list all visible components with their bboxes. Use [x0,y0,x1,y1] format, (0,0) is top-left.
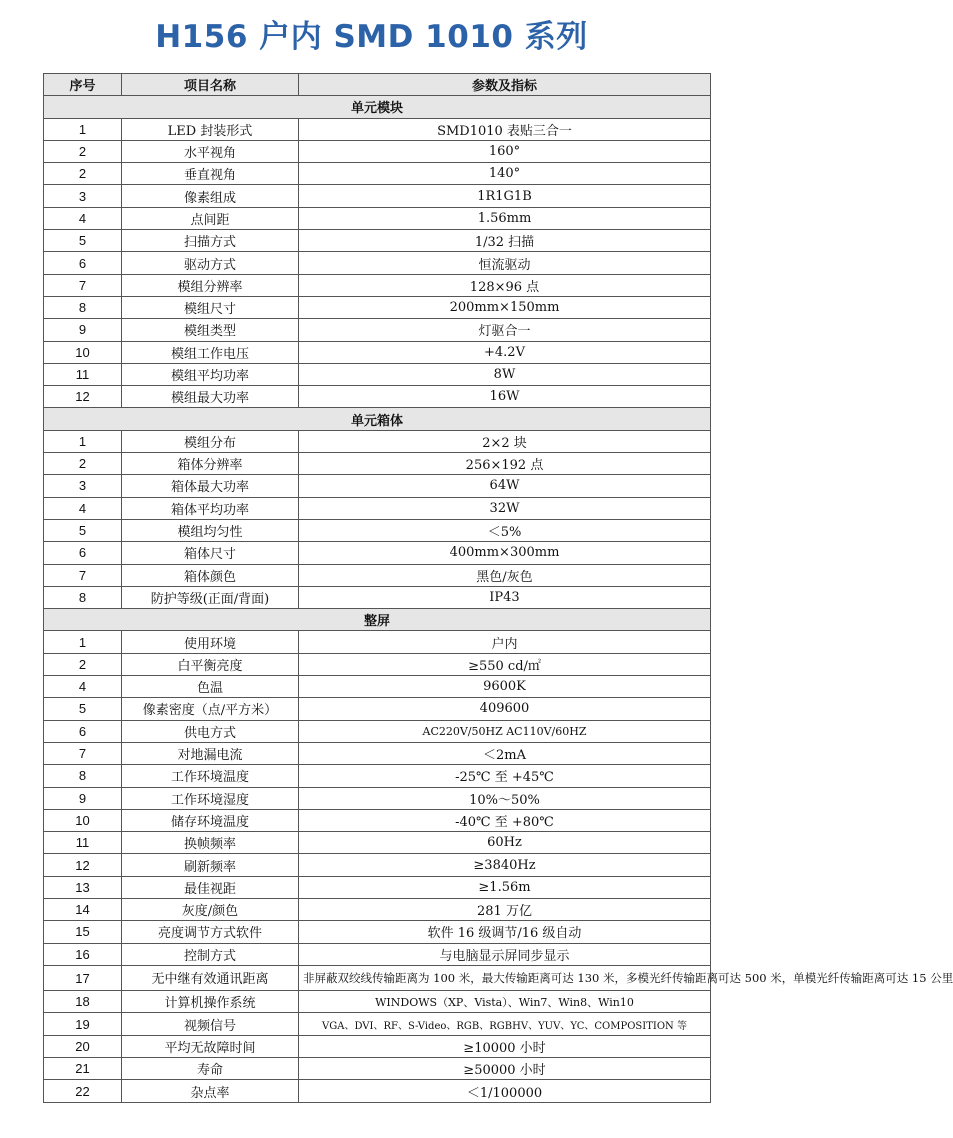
row-item-name: 工作环境湿度 [122,787,299,809]
table-row [44,1058,711,1080]
row-item-name: 刷新频率 [122,854,299,876]
row-parameter-value: 1/32 扫描 [299,230,711,252]
section-title: 整屏 [44,609,711,631]
section-header-row [44,96,711,118]
row-index: 12 [44,854,122,876]
row-item-name: 模组分辨率 [122,274,299,296]
table-row [44,185,711,207]
row-parameter-value: 9600K [299,676,711,698]
table-row [44,542,711,564]
row-index: 7 [44,564,122,586]
row-index: 15 [44,921,122,943]
row-parameter-value: 32W [299,497,711,519]
row-item-name: 垂直视角 [122,163,299,185]
table-row [44,1013,711,1035]
row-parameter-value: 16W [299,386,711,408]
table-row [44,118,711,140]
table-row [44,943,711,965]
row-item-name: 使用环境 [122,631,299,653]
row-item-name: 供电方式 [122,720,299,742]
table-row [44,453,711,475]
table-row [44,676,711,698]
table-row [44,854,711,876]
row-item-name: 色温 [122,676,299,698]
row-parameter-value: 400mm×300mm [299,542,711,564]
section-title: 单元箱体 [44,408,711,430]
row-item-name: 换帧频率 [122,832,299,854]
row-parameter-value: 60Hz [299,832,711,854]
row-item-name: 模组分布 [122,430,299,452]
row-index: 6 [44,252,122,274]
row-index: 8 [44,765,122,787]
row-index: 4 [44,497,122,519]
row-index: 2 [44,163,122,185]
row-parameter-value: ＜1/100000 [299,1080,711,1102]
row-index: 1 [44,118,122,140]
row-item-name: 平均无故障时间 [122,1035,299,1057]
row-parameter-value: -25℃ 至 +45℃ [299,765,711,787]
row-item-name: 模组平均功率 [122,363,299,385]
row-parameter-value: 软件 16 级调节/16 级自动 [299,921,711,943]
table-row [44,386,711,408]
table-row [44,809,711,831]
row-item-name: 箱体分辨率 [122,453,299,475]
row-index: 1 [44,430,122,452]
row-item-name: 工作环境温度 [122,765,299,787]
row-item-name: 模组类型 [122,319,299,341]
header-index: 序号 [44,74,122,96]
table-row [44,876,711,898]
row-index: 7 [44,274,122,296]
table-row [44,430,711,452]
row-item-name: 对地漏电流 [122,742,299,764]
row-index: 2 [44,453,122,475]
row-parameter-value: 128×96 点 [299,274,711,296]
row-item-name: 杂点率 [122,1080,299,1102]
row-item-name: 像素组成 [122,185,299,207]
row-parameter-value: ＜2mA [299,742,711,764]
row-index: 9 [44,319,122,341]
row-parameter-value: 140° [299,163,711,185]
row-index: 12 [44,386,122,408]
table-row [44,586,711,608]
row-item-name: 扫描方式 [122,230,299,252]
row-item-name: LED 封装形式 [122,118,299,140]
row-item-name: 像素密度（点/平方米） [122,698,299,720]
table-row [44,207,711,229]
row-parameter-value: 409600 [299,698,711,720]
row-item-name: 寿命 [122,1058,299,1080]
row-item-name: 防护等级(正面/背面) [122,586,299,608]
header-parameter: 参数及指标 [299,74,711,96]
row-index: 1 [44,631,122,653]
row-index: 3 [44,185,122,207]
page-title: H156 户内 SMD 1010 系列 [155,19,588,55]
table-row [44,252,711,274]
row-index: 10 [44,809,122,831]
row-index: 4 [44,676,122,698]
table-row [44,163,711,185]
row-parameter-value: 281 万亿 [299,898,711,920]
row-index: 7 [44,742,122,764]
section-header-row [44,609,711,631]
table-row [44,742,711,764]
table-row [44,564,711,586]
row-parameter-value: IP43 [299,586,711,608]
table-row [44,832,711,854]
table-row [44,1035,711,1057]
row-index: 18 [44,991,122,1013]
row-parameter-value: SMD1010 表贴三合一 [299,118,711,140]
row-item-name: 箱体尺寸 [122,542,299,564]
section-header-row [44,408,711,430]
row-index: 6 [44,720,122,742]
row-parameter-value: 与电脑显示屏同步显示 [299,943,711,965]
row-parameter-value: ≥1.56m [299,876,711,898]
row-item-name: 模组工作电压 [122,341,299,363]
table-row [44,653,711,675]
row-index: 20 [44,1035,122,1057]
row-index: 19 [44,1013,122,1035]
row-parameter-value: 160° [299,140,711,162]
row-parameter-value: -40℃ 至 +80℃ [299,809,711,831]
row-item-name: 储存环境温度 [122,809,299,831]
row-index: 16 [44,943,122,965]
table-row [44,140,711,162]
row-parameter-value: ＜5% [299,519,711,541]
row-index: 4 [44,207,122,229]
row-index: 6 [44,542,122,564]
row-parameter-value: +4.2V [299,341,711,363]
table-row [44,1080,711,1102]
table-row [44,230,711,252]
row-item-name: 无中继有效通讯距离 [122,965,299,990]
row-item-name: 点间距 [122,207,299,229]
row-index: 22 [44,1080,122,1102]
row-parameter-value: ≥3840Hz [299,854,711,876]
table-row [44,898,711,920]
row-index: 11 [44,363,122,385]
row-item-name: 箱体颜色 [122,564,299,586]
table-row [44,341,711,363]
row-index: 13 [44,876,122,898]
row-index: 2 [44,653,122,675]
row-parameter-value: 灯驱合一 [299,319,711,341]
table-row [44,296,711,318]
row-index: 11 [44,832,122,854]
section-title: 单元模块 [44,96,711,118]
row-index: 3 [44,475,122,497]
row-index: 5 [44,230,122,252]
table-row [44,319,711,341]
row-parameter-value: 8W [299,363,711,385]
header-item-name: 项目名称 [122,74,299,96]
row-parameter-value: 10%～50% [299,787,711,809]
row-index: 2 [44,140,122,162]
row-index: 14 [44,898,122,920]
table-row [44,965,711,990]
row-parameter-value: 1R1G1B [299,185,711,207]
table-row [44,497,711,519]
row-item-name: 模组尺寸 [122,296,299,318]
row-index: 5 [44,698,122,720]
row-item-name: 最佳视距 [122,876,299,898]
row-index: 17 [44,965,122,990]
table-row [44,698,711,720]
row-parameter-value: 恒流驱动 [299,252,711,274]
row-parameter-value: 256×192 点 [299,453,711,475]
row-parameter-value: 非屏蔽双绞线传输距离为 100 米，最大传输距离可达 130 米，多模光纤传输距离可达 500 米，单模光纤传输距离可达 15 公里 [299,965,711,990]
row-item-name: 计算机操作系统 [122,991,299,1013]
row-index: 5 [44,519,122,541]
row-parameter-value: 2×2 块 [299,430,711,452]
row-parameter-value: 1.56mm [299,207,711,229]
row-item-name: 模组均匀性 [122,519,299,541]
row-parameter-value: 64W [299,475,711,497]
row-parameter-value: 黑色/灰色 [299,564,711,586]
table-header-row [44,74,711,96]
table-row [44,765,711,787]
row-item-name: 模组最大功率 [122,386,299,408]
row-parameter-value: ≥550 cd/㎡ [299,653,711,675]
row-parameter-value: 200mm×150mm [299,296,711,318]
row-item-name: 视频信号 [122,1013,299,1035]
row-item-name: 控制方式 [122,943,299,965]
row-index: 8 [44,586,122,608]
row-index: 9 [44,787,122,809]
row-index: 10 [44,341,122,363]
spec-table [43,73,953,1103]
row-parameter-value: WINDOWS（XP、Vista）、Win7、Win8、Win10 [299,991,711,1013]
table-row [44,720,711,742]
table-row [44,475,711,497]
row-item-name: 水平视角 [122,140,299,162]
row-item-name: 箱体最大功率 [122,475,299,497]
table-body [44,96,953,1102]
table-row [44,274,711,296]
table-row [44,631,711,653]
row-item-name: 白平衡亮度 [122,653,299,675]
table-row [44,991,711,1013]
table-row [44,921,711,943]
row-index: 21 [44,1058,122,1080]
table-row [44,519,711,541]
row-parameter-value: ≥10000 小时 [299,1035,711,1057]
row-item-name: 灰度/颜色 [122,898,299,920]
table-row [44,787,711,809]
row-parameter-value: VGA、DVI、RF、S-Video、RGB、RGBHV、YUV、YC、COMPOSITION 等 [299,1013,711,1035]
row-parameter-value: 户内 [299,631,711,653]
row-item-name: 箱体平均功率 [122,497,299,519]
row-index: 8 [44,296,122,318]
row-item-name: 驱动方式 [122,252,299,274]
row-item-name: 亮度调节方式软件 [122,921,299,943]
row-parameter-value: AC220V/50HZ AC110V/60HZ [299,720,711,742]
row-parameter-value: ≥50000 小时 [299,1058,711,1080]
table-row [44,363,711,385]
